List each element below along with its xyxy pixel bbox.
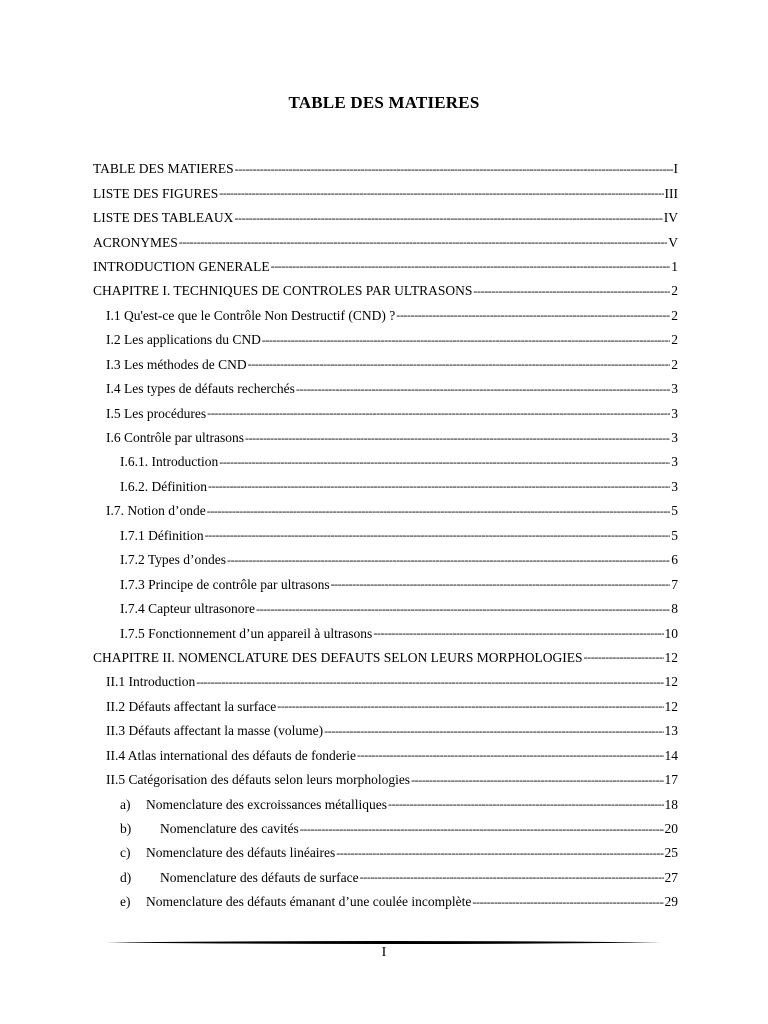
toc-entry-text: INTRODUCTION GENERALE bbox=[93, 258, 270, 274]
toc-entry-label bbox=[106, 406, 206, 422]
toc-entry-text: I.3 Les méthodes de CND bbox=[106, 356, 247, 372]
toc-entry-label bbox=[93, 186, 218, 202]
toc-entry-text: TABLE DES MATIERES bbox=[93, 161, 234, 177]
toc-entry-text: I.7.5 Fonctionnement d’un appareil à ultrasons bbox=[120, 625, 373, 641]
toc-leader-dashes bbox=[277, 699, 663, 714]
toc-entry-marker: a) bbox=[120, 796, 131, 812]
toc-entry-page-number: 6 bbox=[671, 552, 678, 568]
toc-leader-dashes bbox=[300, 822, 664, 837]
toc-leader-dashes bbox=[196, 675, 663, 690]
toc-entry-text: I.7.3 Principe de contrôle par ultrasons bbox=[120, 576, 330, 592]
toc-leader-dashes bbox=[179, 235, 667, 250]
toc-entry-text: I.1 Qu'est-ce que le Contrôle Non Destructif (CND) ? bbox=[106, 307, 396, 323]
toc-entry-label bbox=[93, 210, 233, 226]
toc-entry-page-number: 27 bbox=[664, 869, 678, 885]
toc-entry-page-number: 2 bbox=[671, 356, 678, 372]
toc-entry-text: LISTE DES TABLEAUX bbox=[93, 210, 234, 226]
toc-leader-dashes bbox=[208, 479, 670, 494]
toc-entry-page-number: 25 bbox=[664, 845, 678, 861]
toc-entry-page-number: 5 bbox=[671, 503, 678, 519]
toc-entry[interactable] bbox=[0, 353, 768, 377]
toc-entry-page-number: 5 bbox=[671, 527, 678, 543]
toc-entry-label bbox=[120, 552, 226, 568]
toc-entry-marker: d) bbox=[120, 869, 132, 885]
toc-leader-dashes bbox=[357, 748, 663, 763]
toc-entry[interactable] bbox=[0, 646, 768, 670]
toc-leader-dashes bbox=[235, 162, 673, 177]
toc-entry[interactable] bbox=[0, 695, 768, 719]
toc-entry-text: I.7.2 Types d’ondes bbox=[120, 552, 227, 568]
toc-leader-dashes bbox=[227, 553, 670, 568]
toc-entry-page-number: 18 bbox=[664, 796, 678, 812]
toc-entry-text: Nomenclature des excroissances métalliques bbox=[146, 796, 388, 812]
toc-entry-label bbox=[106, 699, 276, 715]
toc-entry-text: CHAPITRE II. NOMENCLATURE DES DEFAUTS SELON LEURS MORPHOLOGIES bbox=[93, 649, 583, 665]
toc-entry-text: I.2 Les applications du CND bbox=[106, 332, 261, 348]
toc-entry-page-number: 3 bbox=[671, 405, 678, 421]
toc-entry-page-number: 3 bbox=[671, 430, 678, 446]
toc-entry[interactable] bbox=[0, 792, 768, 816]
toc-entry-text: II.5 Catégorisation des défauts selon leurs morphologies bbox=[106, 772, 411, 788]
toc-entry-label bbox=[106, 503, 206, 519]
toc-entry-page-number: 12 bbox=[664, 674, 678, 690]
page-title: TABLE DES MATIERES bbox=[288, 93, 480, 112]
toc-entry[interactable] bbox=[0, 597, 768, 621]
toc-leader-dashes bbox=[336, 846, 663, 861]
toc-entry-label bbox=[120, 870, 359, 886]
toc-entry[interactable] bbox=[0, 450, 768, 474]
toc-entry-page-number: 10 bbox=[664, 625, 678, 641]
toc-entry-label bbox=[106, 357, 247, 373]
toc-leader-dashes bbox=[271, 259, 671, 274]
toc-entry-text: I.5 Les procédures bbox=[106, 405, 207, 421]
toc-entry-text: LISTE DES FIGURES bbox=[93, 185, 219, 201]
toc-entry[interactable] bbox=[0, 426, 768, 450]
toc-entry-page-number: III bbox=[664, 185, 678, 201]
toc-entry[interactable] bbox=[0, 255, 768, 279]
toc-entry-text: Nomenclature des défauts linéaires bbox=[146, 845, 336, 861]
toc-entry-text: I.4 Les types de défauts recherchés bbox=[106, 381, 295, 397]
toc-entry-label bbox=[120, 479, 207, 495]
toc-entry[interactable] bbox=[0, 768, 768, 792]
toc-leader-dashes bbox=[324, 724, 663, 739]
table-of-contents bbox=[0, 157, 768, 915]
toc-entry[interactable] bbox=[0, 181, 768, 205]
toc-entry-label bbox=[93, 235, 178, 251]
toc-entry-page-number: V bbox=[668, 234, 678, 250]
toc-entry-page-number: 3 bbox=[671, 478, 678, 494]
toc-leader-dashes bbox=[205, 528, 671, 543]
toc-entry-page-number: 2 bbox=[671, 332, 678, 348]
toc-entry-page-number: IV bbox=[663, 210, 678, 226]
toc-entry[interactable] bbox=[0, 841, 768, 865]
toc-entry-label bbox=[106, 748, 356, 764]
toc-entry-page-number: 12 bbox=[664, 649, 678, 665]
toc-entry-text: CHAPITRE I. TECHNIQUES DE CONTROLES PAR ULTRASONS bbox=[93, 283, 473, 299]
toc-entry[interactable] bbox=[0, 230, 768, 254]
toc-entry-label bbox=[120, 821, 299, 837]
toc-entry-text: II.4 Atlas international des défauts de fonderie bbox=[106, 747, 357, 763]
toc-entry[interactable] bbox=[0, 621, 768, 645]
footer-page-number: I bbox=[381, 945, 387, 960]
toc-entry-marker: b) bbox=[120, 821, 132, 837]
toc-entry-text: I.7.1 Définition bbox=[120, 527, 204, 543]
toc-entry-text: I.6.2. Définition bbox=[120, 478, 207, 494]
toc-entry-label bbox=[106, 332, 261, 348]
toc-entry[interactable] bbox=[0, 377, 768, 401]
toc-entry-page-number: I bbox=[673, 161, 678, 177]
toc-leader-dashes bbox=[584, 650, 664, 665]
toc-entry-label bbox=[120, 601, 255, 617]
toc-entry-label bbox=[93, 259, 270, 275]
toc-leader-dashes bbox=[388, 797, 663, 812]
toc-entry[interactable] bbox=[0, 548, 768, 572]
toc-entry-page-number: 2 bbox=[671, 307, 678, 323]
toc-entry-label bbox=[106, 430, 244, 446]
toc-entry-label bbox=[93, 650, 583, 666]
toc-entry-label bbox=[106, 308, 395, 324]
toc-entry-text: Nomenclature des défauts émanant d’une coulée incomplète bbox=[146, 894, 472, 910]
toc-entry[interactable] bbox=[0, 866, 768, 890]
toc-entry-text: I.7.4 Capteur ultrasonore bbox=[120, 601, 255, 617]
toc-entry-page-number: 3 bbox=[671, 381, 678, 397]
toc-entry-label bbox=[106, 381, 295, 397]
toc-leader-dashes bbox=[472, 895, 663, 910]
toc-entry-text: I.6.1. Introduction bbox=[120, 454, 219, 470]
toc-entry-text: ACRONYMES bbox=[93, 234, 178, 250]
toc-entry-page-number: 20 bbox=[664, 821, 678, 837]
toc-entry-page-number: 3 bbox=[671, 454, 678, 470]
toc-leader-dashes bbox=[396, 308, 670, 323]
toc-entry-text: II.1 Introduction bbox=[106, 674, 196, 690]
toc-entry-label bbox=[106, 674, 195, 690]
toc-leader-dashes bbox=[331, 577, 671, 592]
toc-leader-dashes bbox=[256, 602, 670, 617]
toc-entry-label bbox=[120, 577, 330, 593]
toc-entry-page-number: 14 bbox=[664, 747, 678, 763]
toc-entry[interactable] bbox=[0, 817, 768, 841]
toc-entry-label bbox=[120, 894, 471, 910]
toc-entry-page-number: 7 bbox=[671, 576, 678, 592]
toc-entry-page-number: 13 bbox=[664, 723, 678, 739]
toc-leader-dashes bbox=[234, 211, 662, 226]
toc-leader-dashes bbox=[207, 406, 670, 421]
toc-entry-label bbox=[120, 528, 204, 544]
toc-leader-dashes bbox=[262, 333, 670, 348]
toc-entry-page-number: 1 bbox=[671, 258, 678, 274]
toc-entry-text: II.3 Défauts affectant la masse (volume) bbox=[106, 723, 324, 739]
toc-entry[interactable] bbox=[0, 401, 768, 425]
toc-leader-dashes bbox=[207, 504, 671, 519]
toc-entry[interactable] bbox=[0, 719, 768, 743]
toc-entry-label bbox=[120, 845, 335, 861]
toc-entry-page-number: 12 bbox=[664, 698, 678, 714]
toc-entry-label bbox=[120, 797, 387, 813]
toc-entry-text: Nomenclature des défauts de surface bbox=[160, 869, 359, 885]
toc-leader-dashes bbox=[219, 186, 663, 201]
toc-entry-text: Nomenclature des cavités bbox=[160, 821, 299, 837]
toc-leader-dashes bbox=[245, 431, 670, 446]
toc-entry-label bbox=[106, 772, 410, 788]
toc-entry-page-number: 2 bbox=[671, 283, 678, 299]
toc-entry-label bbox=[93, 161, 234, 177]
toc-leader-dashes bbox=[219, 455, 670, 470]
toc-entry-page-number: 29 bbox=[664, 894, 678, 910]
toc-leader-dashes bbox=[296, 382, 670, 397]
toc-entry-label bbox=[120, 454, 218, 470]
toc-entry-text: II.2 Défauts affectant la surface bbox=[106, 698, 277, 714]
toc-entry-label bbox=[93, 283, 472, 299]
toc-entry-page-number: 17 bbox=[664, 772, 678, 788]
toc-entry[interactable] bbox=[0, 157, 768, 181]
toc-entry-page-number: 8 bbox=[671, 601, 678, 617]
toc-leader-dashes bbox=[411, 773, 663, 788]
toc-leader-dashes bbox=[360, 870, 664, 885]
toc-entry[interactable] bbox=[0, 475, 768, 499]
toc-entry[interactable] bbox=[0, 572, 768, 596]
toc-entry[interactable] bbox=[0, 890, 768, 914]
toc-entry[interactable] bbox=[0, 670, 768, 694]
toc-entry[interactable] bbox=[0, 304, 768, 328]
toc-leader-dashes bbox=[248, 357, 671, 372]
toc-entry[interactable] bbox=[0, 499, 768, 523]
toc-entry[interactable] bbox=[0, 279, 768, 303]
toc-entry-text: I.6 Contrôle par ultrasons bbox=[106, 430, 244, 446]
toc-leader-dashes bbox=[473, 284, 670, 299]
toc-entry-marker: e) bbox=[120, 894, 131, 910]
toc-entry-label bbox=[120, 626, 372, 642]
toc-entry-marker: c) bbox=[120, 845, 131, 861]
toc-entry-label bbox=[106, 723, 323, 739]
toc-entry[interactable] bbox=[0, 328, 768, 352]
toc-leader-dashes bbox=[373, 626, 663, 641]
toc-entry[interactable] bbox=[0, 744, 768, 768]
toc-entry-text: I.7. Notion d’onde bbox=[106, 503, 206, 519]
toc-entry[interactable] bbox=[0, 524, 768, 548]
toc-entry[interactable] bbox=[0, 206, 768, 230]
